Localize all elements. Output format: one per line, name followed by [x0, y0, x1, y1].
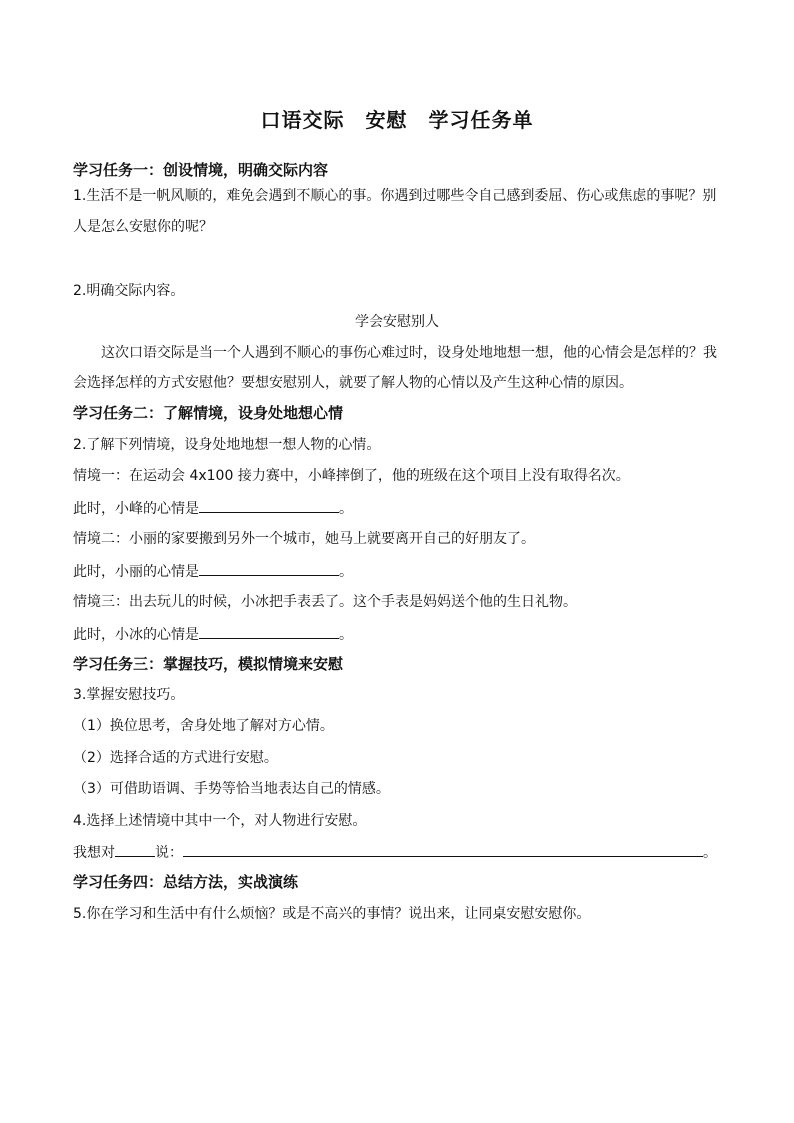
period: 。: [339, 501, 353, 517]
task4-question5: 5.你在学习和生活中有什么烦恼？或是不高兴的事情？说出来，让同桌安慰安慰你。: [73, 906, 591, 922]
answer-blank[interactable]: [183, 842, 703, 857]
tip-2: （2）选择合适的方式进行安慰。: [73, 750, 278, 766]
task1-heading: 学习任务一：创设情境，明确交际内容: [73, 161, 329, 179]
situation-2-fill: [73, 561, 353, 582]
answer-blank[interactable]: [199, 498, 339, 513]
tip-3: （3）可借助语调、手势等恰当地表达自己的情感。: [73, 781, 390, 797]
situation-1: 情境一：在运动会 4x100 接力赛中，小峰摔倒了，他的班级在这个项目上没有取得名次。: [73, 468, 630, 484]
fill-label: 我想对: [73, 845, 115, 861]
situation-2: 情境二：小丽的家要搬到另外一个城市，她马上就要离开自己的好朋友了。: [73, 531, 535, 547]
box-title: 学会安慰别人: [355, 314, 439, 330]
task3-question4: 4.选择上述情境中其中一个，对人物进行安慰。: [73, 813, 367, 829]
situation-3: 情境三：出去玩儿的时候，小冰把手表丢了。这个手表是妈妈送个他的生日礼物。: [73, 594, 577, 610]
period: 。: [339, 564, 353, 580]
box-text-line2: 会选择怎样的方式安慰他？要想安慰别人，就要了解人物的心情以及产生这种心情的原因。: [73, 375, 633, 391]
answer-blank[interactable]: [199, 561, 339, 576]
answer-blank[interactable]: [199, 624, 339, 639]
page-title: 口语交际 安慰 学习任务单: [260, 108, 534, 132]
task1-question1-line1: 1.生活不是一帆风顺的，难免会遇到不顺心的事。你遇到过哪些令自己感到委屈、伤心或焦虑的事呢？别: [73, 188, 717, 204]
tip-1: （1）换位思考，舍身处地了解对方心情。: [73, 718, 334, 734]
situation-3-fill: [73, 624, 353, 645]
task2-intro: 2.了解下列情境，设身处地地想一想人物的心情。: [73, 437, 381, 453]
comfort-fill-line: [73, 842, 717, 863]
task3-question3: 3.掌握安慰技巧。: [73, 687, 185, 703]
person-blank[interactable]: [115, 842, 155, 857]
fill-label: 此时，小冰的心情是: [73, 627, 199, 643]
task1-question1-line2: 人是怎么安慰你的呢？: [73, 219, 213, 235]
period: 。: [339, 627, 353, 643]
task2-heading: 学习任务二：了解情境，设身处地想心情: [73, 404, 344, 422]
task3-heading: 学习任务三：掌握技巧，模拟情境来安慰: [73, 655, 344, 673]
fill-label: 此时，小丽的心情是: [73, 564, 199, 580]
fill-label: 说：: [155, 845, 183, 861]
fill-label: 此时，小峰的心情是: [73, 501, 199, 517]
box-text-line1: 这次口语交际是当一个人遇到不顺心的事伤心难过时，设身处地地想一想，他的心情会是怎样的？我: [101, 345, 717, 361]
period: 。: [703, 845, 717, 861]
task1-question2: 2.明确交际内容。: [73, 283, 185, 299]
situation-1-fill: [73, 498, 353, 519]
task4-heading: 学习任务四：总结方法，实战演练: [73, 873, 299, 891]
